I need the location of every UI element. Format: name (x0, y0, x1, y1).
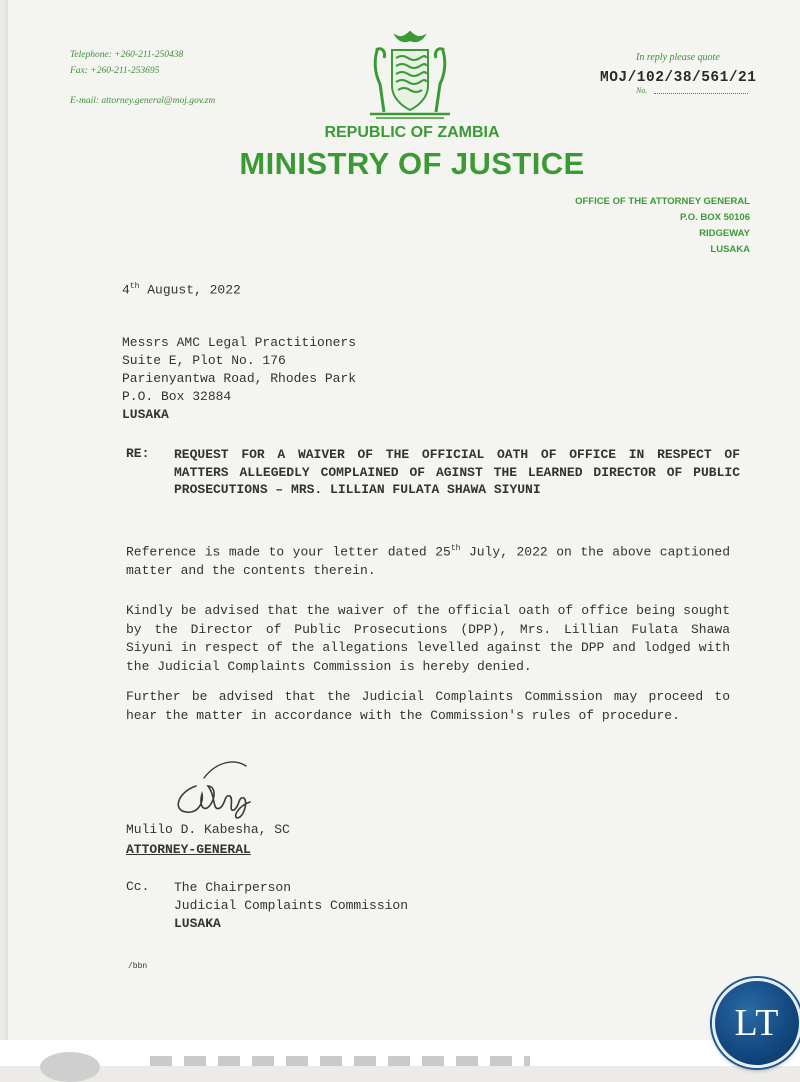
number-dotted-line (654, 93, 748, 94)
republic-heading: REPUBLIC OF ZAMBIA (324, 124, 500, 141)
addressee-city: LUSAKA (122, 407, 169, 422)
date-day: 4 (122, 282, 130, 298)
cc-city: LUSAKA (174, 916, 221, 931)
cc-line: Judicial Complaints Commission (174, 898, 409, 913)
addressee-line: Parienyantwa Road, Rhodes Park (122, 371, 357, 386)
subject-line: REQUEST FOR A WAIVER OF THE OFFICIAL OATH OF OFFICE IN RESPECT OF MATTERS ALLEGEDLY COMPLAINED OF AGINST THE LEARNED DIRECTOR OF PUBLIC PROSECUTIONS – MRS. LILLIAN FULATA SHAWA SIYUNI (174, 447, 740, 497)
letter-page (8, 0, 800, 1040)
addressee-line: Suite E, Plot No. 176 (122, 353, 286, 368)
re-label: RE: (126, 446, 150, 461)
date-rest: August, 2022 (139, 282, 241, 298)
date-suffix: th (129, 282, 140, 291)
signer-name: Mulilo D. Kabesha, SC (126, 822, 290, 837)
paragraph-proceed: Further be advised that the Judicial Complaints Commission may proceed to hear the matter in accordance with the Commission's rules of procedure. (126, 689, 730, 723)
telephone-line: Telephone: +260-211-250438 (70, 50, 184, 60)
typist-initials: /bbn (128, 962, 148, 971)
number-label: No. (636, 86, 648, 95)
cc-label: Cc. (126, 879, 150, 894)
office-line: OFFICE OF THE ATTORNEY GENERAL (575, 196, 750, 207)
letter-date (122, 282, 241, 297)
paragraph-denial: Kindly be advised that the waiver of the official oath of office being sought by the Director of Public Prosecutions (DPP), Mrs. Lillian Fulata Shawa Siyuni in respect of the allegations levelled against the DPP and lodged with the Judicial Complaints Commission is hereby denied. (126, 603, 730, 674)
paragraph-reference (126, 540, 730, 580)
paragraph-reference-end: July, 2022 on the above captioned matter and the contents therein. (126, 544, 730, 578)
addressee-line: P.O. Box 32884 (122, 389, 232, 404)
paragraph-reference-sup: th (450, 544, 461, 553)
fax-line: Fax: +260-211-253695 (70, 66, 160, 76)
office-line: P.O. BOX 50106 (679, 212, 750, 223)
signature-icon (168, 756, 278, 820)
ministry-heading: MINISTRY OF JUSTICE (239, 146, 585, 181)
avatar (40, 1052, 100, 1082)
office-address (575, 194, 750, 258)
addressee-block (122, 334, 356, 424)
reply-note: In reply please quote (636, 52, 720, 63)
coat-of-arms-icon (360, 28, 460, 120)
signer-title: ATTORNEY-GENERAL (126, 842, 251, 857)
cc-block (174, 879, 408, 933)
addressee-line: Messrs AMC Legal Practitioners (122, 335, 357, 350)
partial-caption-text (150, 1056, 530, 1066)
reference-number: MOJ/102/38/561/21 (600, 70, 757, 86)
office-line: LUSAKA (710, 244, 750, 255)
cc-line: The Chairperson (174, 880, 292, 895)
logo-text: LT (734, 1002, 780, 1044)
lt-logo-icon[interactable] (712, 978, 800, 1068)
email-line: E-mail: attorney.general@moj.gov.zm (70, 96, 216, 106)
office-line: RIDGEWAY (699, 228, 750, 239)
paragraph-reference-start: Reference is made to your letter dated 25 (126, 544, 451, 560)
